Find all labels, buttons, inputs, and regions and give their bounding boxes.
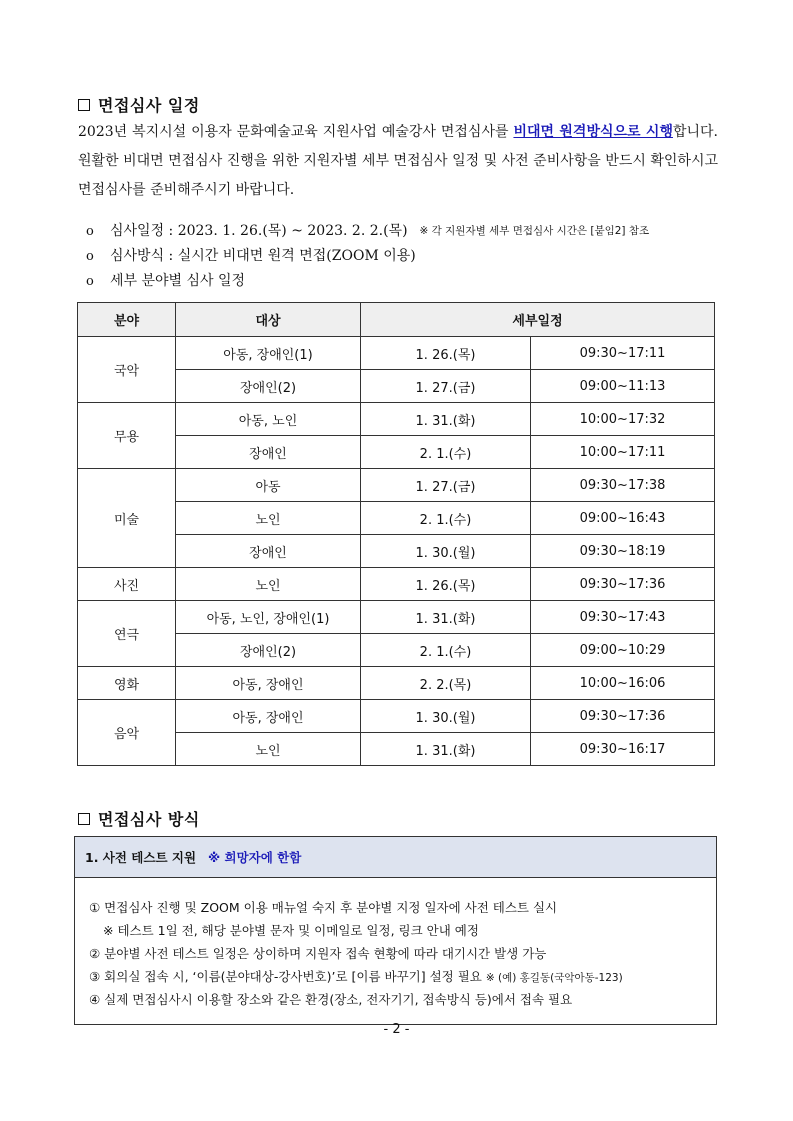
cell-field: 사진 [78,568,176,601]
intro-text-after: 합니다. 원활한 비대면 면접심사 진행을 위한 지원자별 세부 면접심사 일정 및 사전 준비사항을 반드시 확인하시고 면접심사를 준비해주시기 바랍니다. [78,124,718,198]
cell-date: 1. 31.(화) [361,601,531,634]
bullet-mark: o [86,274,94,289]
table-header-row [78,303,715,337]
cell-field: 연극 [78,601,176,667]
schedule-bullets [86,219,726,294]
cell-time: 09:30~17:11 [531,337,715,370]
cell-time: 09:30~17:36 [531,568,715,601]
intro-emphasis: 비대면 원격방식으로 시행 [513,124,673,140]
header-field: 분야 [78,303,176,337]
bullet-mark: o [86,249,94,264]
table-row [78,601,715,634]
cell-target: 노인 [176,568,361,601]
method-item [89,919,716,942]
table-row [78,667,715,700]
method-box-body [75,878,716,1011]
bullet-mark: o [86,224,94,239]
bullet-text: 세부 분야별 심사 일정 [110,273,246,289]
section-title-schedule [78,93,200,116]
table-body [78,337,715,766]
cell-target: 노인 [176,502,361,535]
section-title-text: 면접심사 방식 [98,810,200,829]
cell-time: 10:00~17:32 [531,403,715,436]
cell-target: 아동, 장애인 [176,700,361,733]
cell-time: 09:30~17:43 [531,601,715,634]
table-row [78,469,715,502]
section-title-text: 면접심사 일정 [98,96,200,115]
method-item-text: ③ 회의실 접속 시, ‘이름(분야대상-강사번호)’로 [이름 바꾸기] 설정 필요 [89,969,486,984]
bullet-item [86,269,726,294]
bullet-note: ※ 각 지원자별 세부 면접심사 시간은 [붙임2] 참조 [419,225,650,237]
cell-field: 미술 [78,469,176,568]
schedule-table [77,302,715,766]
cell-target: 아동, 장애인(1) [176,337,361,370]
method-box-heading [75,837,716,878]
cell-date: 1. 30.(월) [361,700,531,733]
table-row [78,337,715,370]
table-row [78,700,715,733]
page-number: - 2 - [383,1022,410,1037]
cell-time: 10:00~17:11 [531,436,715,469]
cell-target: 장애인 [176,436,361,469]
cell-field: 국악 [78,337,176,403]
method-item-text: ① 면접심사 진행 및 ZOOM 이용 매뉴얼 숙지 후 분야별 지정 일자에 사전 테스트 실시 [89,900,558,915]
cell-target: 장애인 [176,535,361,568]
cell-date: 1. 26.(목) [361,568,531,601]
table-row [78,568,715,601]
cell-target: 아동, 노인 [176,403,361,436]
method-box [74,836,717,1025]
method-item [89,942,716,965]
header-target: 대상 [176,303,361,337]
bullet-item [86,244,726,269]
cell-date: 1. 30.(월) [361,535,531,568]
method-heading-text: 1. 사전 테스트 지원 [85,850,197,865]
cell-time: 09:30~17:36 [531,700,715,733]
cell-date: 1. 27.(금) [361,469,531,502]
method-item-text: ④ 실제 면접심사시 이용할 장소와 같은 환경(장소, 전자기기, 접속방식 등)에서 접속 필요 [89,992,573,1007]
bullet-item [86,219,726,244]
method-item-text: ※ 테스트 1일 전, 해당 분야별 문자 및 이메일로 일정, 링크 안내 예정 [103,923,479,938]
cell-date: 1. 31.(화) [361,403,531,436]
cell-target: 아동, 장애인 [176,667,361,700]
cell-date: 2. 1.(수) [361,634,531,667]
method-item [89,896,716,919]
cell-date: 2. 2.(목) [361,667,531,700]
cell-time: 09:30~18:19 [531,535,715,568]
cell-target: 장애인(2) [176,370,361,403]
section-title-method [78,807,200,830]
method-item-text: ② 분야별 사전 테스트 일정은 상이하며 지원자 접속 현황에 따라 대기시간 발생 가능 [89,946,547,961]
checkbox-square-icon [78,99,90,111]
bullet-text: 심사일정 : 2023. 1. 26.(목) ~ 2023. 2. 2.(목) [110,223,408,239]
cell-date: 1. 27.(금) [361,370,531,403]
cell-time: 10:00~16:06 [531,667,715,700]
cell-target: 노인 [176,733,361,766]
method-heading-note: ※ 희망자에 한함 [208,850,302,865]
cell-target: 장애인(2) [176,634,361,667]
header-schedule: 세부일정 [361,303,715,337]
method-item [89,965,716,988]
cell-time: 09:30~16:17 [531,733,715,766]
cell-time: 09:00~11:13 [531,370,715,403]
cell-date: 1. 26.(목) [361,337,531,370]
cell-time: 09:30~17:38 [531,469,715,502]
cell-time: 09:00~10:29 [531,634,715,667]
method-item [89,988,716,1011]
table-row [78,403,715,436]
cell-target: 아동, 노인, 장애인(1) [176,601,361,634]
cell-field: 영화 [78,667,176,700]
method-item-example: ※ (예) 홍길동(국악아동-123) [485,972,623,984]
intro-text-before: 2023년 복지시설 이용자 문화예술교육 지원사업 예술강사 면접심사를 [78,124,514,140]
checkbox-square-icon [78,813,90,825]
cell-field: 무용 [78,403,176,469]
bullet-text: 심사방식 : 실시간 비대면 원격 면접(ZOOM 이용) [110,248,416,264]
cell-date: 1. 31.(화) [361,733,531,766]
cell-target: 아동 [176,469,361,502]
cell-date: 2. 1.(수) [361,502,531,535]
cell-date: 2. 1.(수) [361,436,531,469]
intro-paragraph [78,118,718,205]
cell-field: 음악 [78,700,176,766]
cell-time: 09:00~16:43 [531,502,715,535]
